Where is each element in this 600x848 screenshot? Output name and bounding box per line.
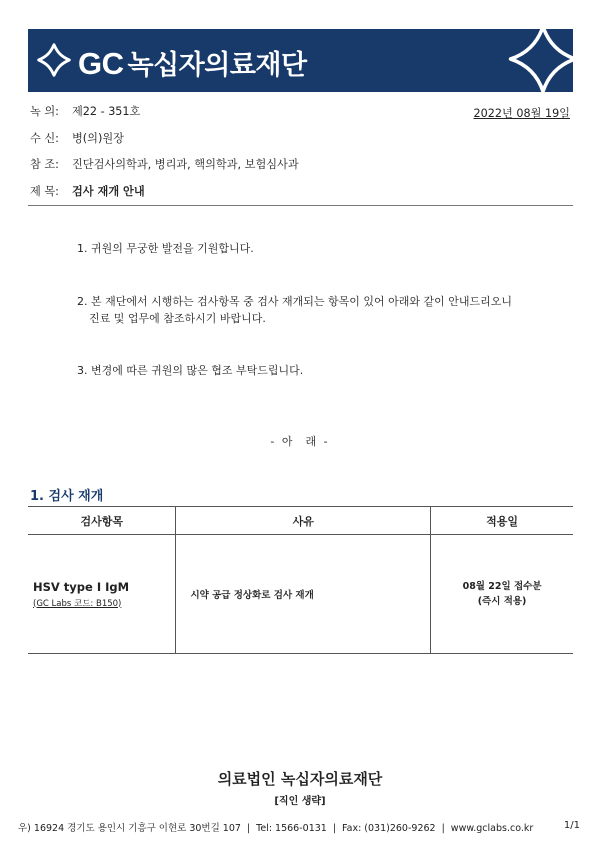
paragraph-2-line-1: 2. 본 재단에서 시행하는 검사항목 중 검사 재개되는 항목이 있어 아래와 같이 안내드리오니 [77,295,512,308]
recipient-row [30,130,124,146]
recipient: 병(의)원장 [72,132,124,145]
col-header-reason: 사유 [176,507,431,535]
paragraph-1: 1. 귀원의 무궁한 발전을 기원합니다. [77,242,254,255]
doc-number-label: 녹 의: [30,105,59,118]
subject-label: 제 목: [30,185,59,198]
resume-table [28,506,573,654]
header-banner [28,29,573,92]
subject: 검사 재개 안내 [72,185,145,198]
below-marker: - 아 래 - [270,435,330,448]
table-row [28,535,573,654]
doc-number: 제22 - 351호 [72,105,141,118]
test-item-name: HSV type Ⅰ IgM [33,579,130,594]
cc: 진단검사의학과, 병리과, 핵의학과, 보험심사과 [72,158,299,171]
footer-fax: Fax: (031)260-9262 [342,823,436,834]
apply-note: (즉시 적용) [477,596,527,607]
cc-label: 참 조: [30,158,59,171]
cell-reason: 시약 공급 정상화로 검사 재개 [176,535,431,654]
section-title: 1. 검사 재개 [30,489,104,504]
cell-item [28,535,176,654]
cross-logo-icon [36,42,72,78]
table-header-row [28,507,573,535]
org-logo-text: GC 녹십자의료재단 [78,46,307,81]
footer-contact: 우) 16924 경기도 용인시 기흥구 이현로 30번길 107 | Tel: 1566-0131 | Fax: (031)260-9262 | www.gclabs.co.kr [18,823,534,834]
cc-row [30,156,299,172]
issuer-name: 의료법인 녹십자의료재단 [217,770,383,788]
footer-website: www.gclabs.co.kr [450,823,534,834]
cell-apply-date [431,535,573,654]
seal-note: [직인 생략] [274,796,326,807]
doc-number-row [30,103,140,119]
col-header-item: 검사항목 [28,507,176,535]
col-header-apply-date: 적용일 [431,507,573,535]
footer-tel: Tel: 1566-0131 [256,823,327,834]
paragraph-3: 3. 변경에 따른 귀원의 많은 협조 부탁드립니다. [77,364,304,377]
test-item-code: (GC Labs 코드: B150) [33,598,122,609]
apply-date: 08월 22일 접수분 [462,581,542,592]
paragraph-2 [77,293,512,327]
paragraph-2-line-2: 진료 및 업무에 참조하시기 바랍니다. [89,312,266,325]
doc-date: 2022년 08월 19일 [473,107,570,120]
cross-decor-icon [507,29,573,92]
footer-address: 우) 16924 경기도 용인시 기흥구 이현로 30번길 107 [18,823,241,834]
recipient-label: 수 신: [30,132,59,145]
divider [28,205,573,206]
subject-row [30,183,145,199]
page-number: 1/1 [563,820,580,831]
